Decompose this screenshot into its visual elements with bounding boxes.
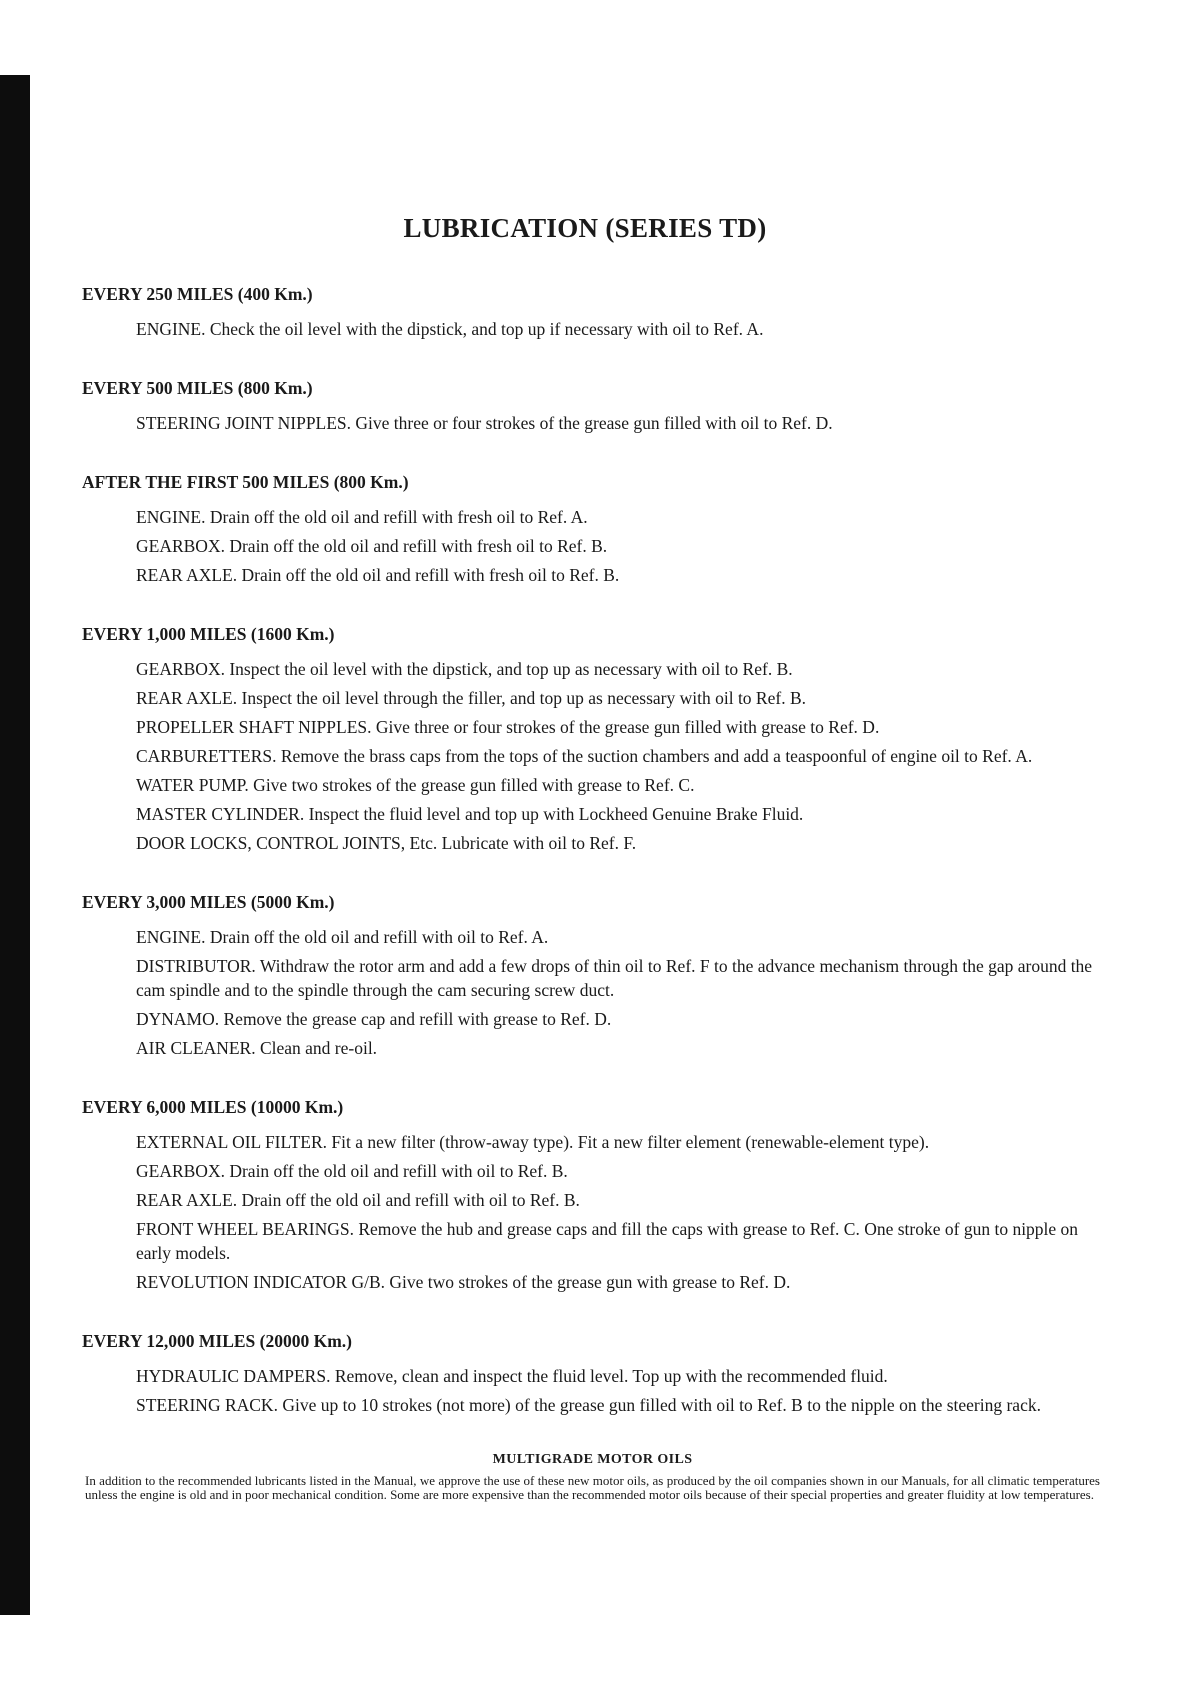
schedule-item: GEARBOX. Inspect the oil level with the dipstick, and top up as necessary with oil to Ref. B. (136, 659, 793, 679)
schedule-item: DISTRIBUTOR. Withdraw the rotor arm and add a few drops of thin oil to Ref. F to the advance mechanism through the gap around the cam spindle and to the spindle through the cam securing screw duct. (136, 956, 1093, 1000)
section-heading: AFTER THE FIRST 500 MILES (800 Km.) (82, 472, 409, 492)
section-6000-miles (82, 1096, 1102, 1294)
page-binding-edge (0, 75, 30, 1615)
section-heading: EVERY 12,000 MILES (20000 Km.) (82, 1331, 352, 1351)
schedule-item: PROPELLER SHAFT NIPPLES. Give three or four strokes of the grease gun filled with grease to Ref. D. (136, 717, 880, 737)
multigrade-oils-note (85, 1452, 1100, 1502)
section-500-miles (82, 377, 1102, 435)
schedule-item: STEERING JOINT NIPPLES. Give three or four strokes of the grease gun filled with oil to Ref. D. (136, 413, 833, 433)
schedule-item: ENGINE. Drain off the old oil and refill with oil to Ref. A. (136, 927, 549, 947)
schedule-item: ENGINE. Check the oil level with the dipstick, and top up if necessary with oil to Ref. A. (136, 319, 764, 339)
section-heading: EVERY 6,000 MILES (10000 Km.) (82, 1097, 344, 1117)
section-after-first-500-miles (82, 471, 1102, 587)
schedule-item: DYNAMO. Remove the grease cap and refill with grease to Ref. D. (136, 1009, 612, 1029)
schedule-item: HYDRAULIC DAMPERS. Remove, clean and inspect the fluid level. Top up with the recommended fluid. (136, 1366, 888, 1386)
schedule-item: REAR AXLE. Inspect the oil level through the filler, and top up as necessary with oil to Ref. B. (136, 688, 806, 708)
schedule-item: GEARBOX. Drain off the old oil and refill with fresh oil to Ref. B. (136, 536, 608, 556)
footnote-title: MULTIGRADE MOTOR OILS (492, 1452, 693, 1467)
schedule-item: REVOLUTION INDICATOR G/B. Give two strokes of the grease gun with grease to Ref. D. (136, 1272, 791, 1292)
section-1000-miles (82, 623, 1102, 855)
section-heading: EVERY 1,000 MILES (1600 Km.) (82, 624, 335, 644)
footnote-text: In addition to the recommended lubricants listed in the Manual, we approve the use of these new motor oils, as produced by the oil companies shown in our Manuals, for all climatic temperatures unless the engine is old and in poor mechanical condition. Some are more expensive than the recommended motor oils because of their special properties and greater fluidity at low temperatures. (85, 1473, 1100, 1502)
section-250-miles (82, 283, 1102, 341)
section-heading: EVERY 500 MILES (800 Km.) (82, 378, 313, 398)
schedule-item: FRONT WHEEL BEARINGS. Remove the hub and grease caps and fill the caps with grease to Ref. C. One stroke of gun to nipple on early models. (136, 1219, 1079, 1263)
schedule-item: MASTER CYLINDER. Inspect the fluid level and top up with Lockheed Genuine Brake Fluid. (136, 804, 804, 824)
schedule-item: STEERING RACK. Give up to 10 strokes (not more) of the grease gun filled with oil to Ref. B to the nipple on the steering rack. (136, 1395, 1041, 1415)
section-12000-miles (82, 1330, 1102, 1417)
section-heading: EVERY 3,000 MILES (5000 Km.) (82, 892, 335, 912)
schedule-item: CARBURETTERS. Remove the brass caps from the tops of the suction chambers and add a teaspoonful of engine oil to Ref. A. (136, 746, 1033, 766)
schedule-content (82, 283, 1102, 1453)
schedule-item: AIR CLEANER. Clean and re-oil. (136, 1038, 378, 1058)
schedule-item: REAR AXLE. Drain off the old oil and refill with oil to Ref. B. (136, 1190, 580, 1210)
schedule-item: REAR AXLE. Drain off the old oil and refill with fresh oil to Ref. B. (136, 565, 620, 585)
schedule-item: EXTERNAL OIL FILTER. Fit a new filter (throw-away type). Fit a new filter element (renewable-element type). (136, 1132, 930, 1152)
schedule-item: DOOR LOCKS, CONTROL JOINTS, Etc. Lubricate with oil to Ref. F. (136, 833, 637, 853)
schedule-item: GEARBOX. Drain off the old oil and refill with oil to Ref. B. (136, 1161, 568, 1181)
section-heading: EVERY 250 MILES (400 Km.) (82, 284, 313, 304)
page-title: LUBRICATION (SERIES TD) (403, 213, 767, 243)
schedule-item: ENGINE. Drain off the old oil and refill with fresh oil to Ref. A. (136, 507, 588, 527)
section-3000-miles (82, 891, 1102, 1060)
schedule-item: WATER PUMP. Give two strokes of the grease gun filled with grease to Ref. C. (136, 775, 695, 795)
